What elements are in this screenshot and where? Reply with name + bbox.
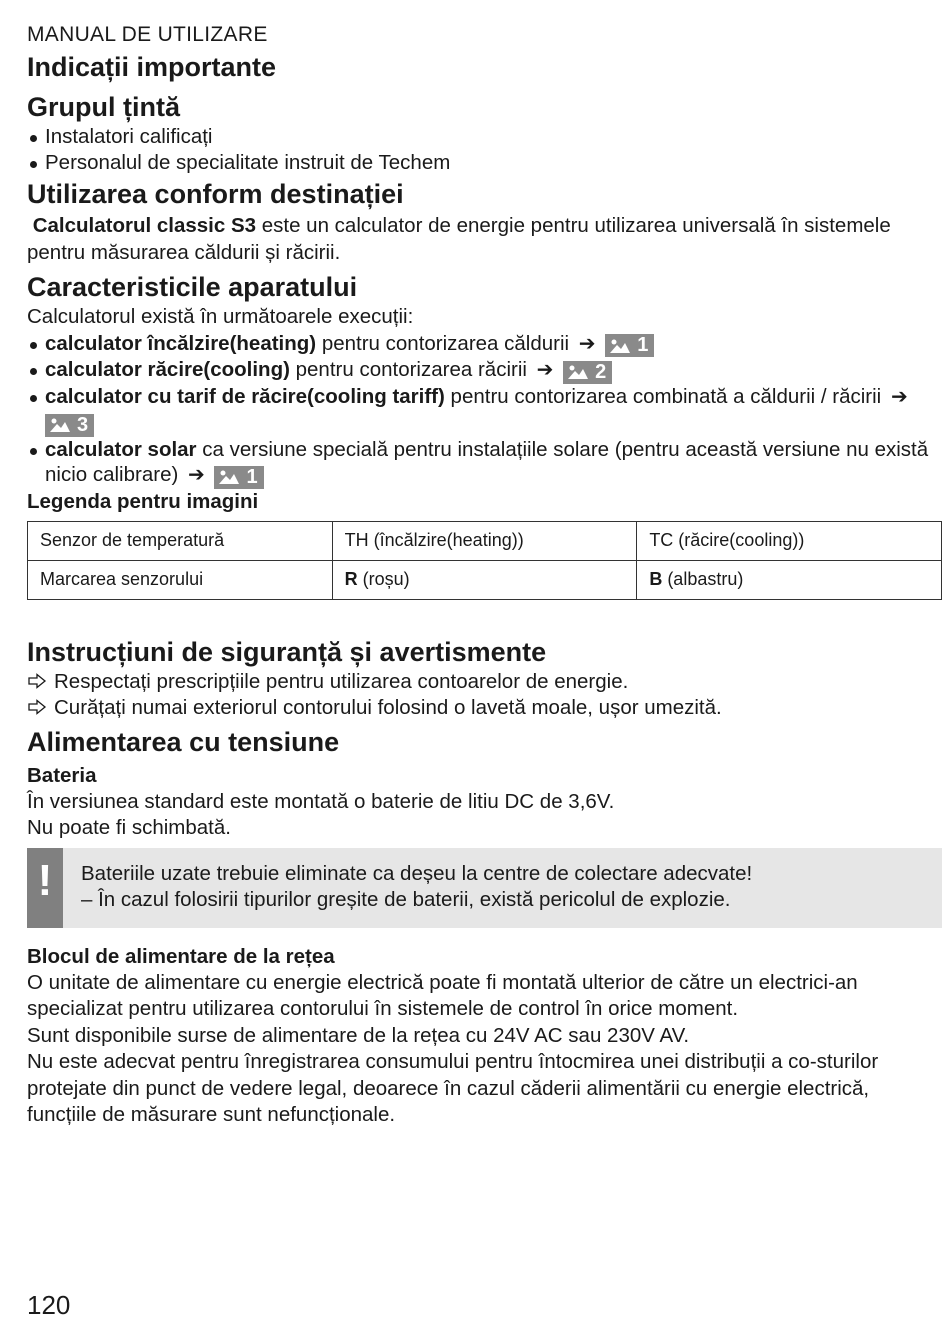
features-list — [27, 331, 942, 489]
warning-line-1: Bateriile uzate trebuie eliminate ca deșeu la centre de colectare adecvate! — [81, 861, 753, 885]
feature-text: pentru contorizarea căldurii — [316, 331, 570, 355]
list-item: Personalul de specialitate instruit de Techem — [27, 150, 942, 176]
table-cell: TH (încălzire(heating)) — [332, 521, 637, 560]
exclamation-icon: ! — [27, 848, 63, 928]
network-paragraph-1: O unitate de alimentare cu energie electrică poate fi montată ulterior de către un electrici-an specializat pentru utilizarea contorului în sistemele de control în orice moment. — [27, 970, 858, 1020]
network-paragraph-2: Sunt disponibile surse de alimentare de la rețea cu 24V AC sau 230V AV. — [27, 1023, 690, 1047]
safety-text: Respectați prescripțiile pentru utilizarea contoarelor de energie. — [54, 669, 629, 693]
legend-title: Legenda pentru imagini — [27, 489, 259, 513]
list-item: Instalatori calificați — [27, 124, 942, 150]
figure-number: 1 — [246, 465, 258, 488]
feature-text: ca versiune specială pentru instalațiile solare (pentru această versiune nu există nicio calibrare) — [45, 437, 929, 486]
figure-ref-badge[interactable] — [214, 466, 263, 489]
features-intro: Calculatorul există în următoarele execuții: — [27, 305, 414, 328]
table-cell: Senzor de temperatură — [28, 521, 333, 560]
warning-text — [63, 848, 752, 928]
red-text: (roșu) — [357, 569, 410, 589]
figure-number: 2 — [595, 360, 607, 383]
table-row — [28, 560, 942, 599]
image-icon — [609, 338, 631, 354]
main-title: Indicații importante — [27, 52, 277, 82]
feature-bold: calculator răcire(cooling) — [45, 358, 290, 381]
network-paragraph-3: Nu este adecvat pentru înregistrarea consumului pentru întocmirea unei distribuții a co-sturilor protejate din punct de vedere legal, deoarece în cazul căderii alimentării cu energie electrică, funcțiile de măsurare sunt nefuncționale. — [27, 1050, 879, 1126]
hollow-arrow-icon — [27, 673, 47, 689]
battery-line-2: Nu poate fi schimbată. — [27, 816, 231, 839]
list-item — [27, 331, 942, 358]
feature-bold: calculator încălzire(heating) — [45, 331, 317, 355]
safety-list — [27, 669, 942, 722]
document-page — [27, 22, 942, 1129]
battery-title: Bateria — [27, 763, 97, 787]
features-title: Caracteristicile aparatului — [27, 272, 358, 302]
page-number: 120 — [27, 1290, 71, 1320]
arrow-right-icon: ➔ — [890, 385, 908, 408]
image-icon — [218, 469, 240, 485]
table-cell: TC (răcire(cooling)) — [637, 521, 942, 560]
power-title: Alimentarea cu tensiune — [27, 726, 340, 757]
list-item — [27, 437, 942, 489]
target-group-title: Grupul țintă — [27, 92, 180, 122]
feature-text: pentru contorizarea răcirii — [289, 358, 527, 381]
safety-title: Instrucțiuni de siguranță și avertismente — [27, 636, 547, 667]
arrow-right-icon: ➔ — [536, 359, 554, 381]
figure-ref-badge[interactable] — [605, 334, 654, 357]
figure-ref-badge[interactable] — [45, 414, 94, 437]
warning-line-2: – În cazul folosirii tipurilor greșite de baterii, există pericolul de explozie. — [81, 888, 731, 911]
feature-bold: calculator solar — [45, 437, 197, 461]
target-group-list — [27, 124, 942, 175]
warning-box — [27, 848, 942, 928]
figure-number: 1 — [637, 334, 649, 356]
intended-use-paragraph — [27, 213, 942, 266]
image-icon — [49, 417, 71, 433]
manual-label: MANUAL DE UTILIZARE — [27, 23, 268, 46]
list-item — [27, 669, 942, 696]
product-name: Calculatorul classic S3 — [32, 214, 257, 237]
blue-mark: B — [649, 569, 663, 589]
hollow-arrow-icon — [27, 699, 47, 715]
figure-number: 3 — [77, 413, 89, 436]
table-row — [28, 521, 942, 560]
list-item — [27, 695, 942, 722]
intended-use-title: Utilizarea conform destinației — [27, 179, 404, 209]
feature-text: pentru contorizarea combinată a căldurii / răcirii — [444, 384, 882, 408]
figure-ref-badge[interactable] — [563, 361, 612, 384]
network-title: Blocul de alimentare de la rețea — [27, 944, 335, 968]
red-mark: R — [344, 569, 358, 589]
battery-line-1: În versiunea standard este montată o baterie de litiu DC de 3,6V. — [27, 789, 615, 813]
legend-table — [27, 521, 942, 600]
intended-use-text: este un calculator de energie pentru utilizarea universală în sistemele pentru măsurarea căldurii și răcirii. — [27, 214, 891, 264]
safety-text: Curățați numai exteriorul contorului folosind o lavetă moale, ușor umezită. — [54, 696, 722, 719]
arrow-right-icon: ➔ — [578, 332, 596, 355]
arrow-right-icon: ➔ — [188, 464, 205, 486]
feature-bold: calculator cu tarif de răcire(cooling tariff) — [45, 384, 445, 408]
table-cell: Marcarea senzorului — [28, 560, 333, 599]
image-icon — [567, 364, 589, 380]
table-cell — [637, 560, 942, 599]
list-item — [27, 384, 942, 437]
table-cell — [332, 560, 637, 599]
list-item — [27, 357, 942, 384]
blue-text: (albastru) — [662, 569, 744, 589]
